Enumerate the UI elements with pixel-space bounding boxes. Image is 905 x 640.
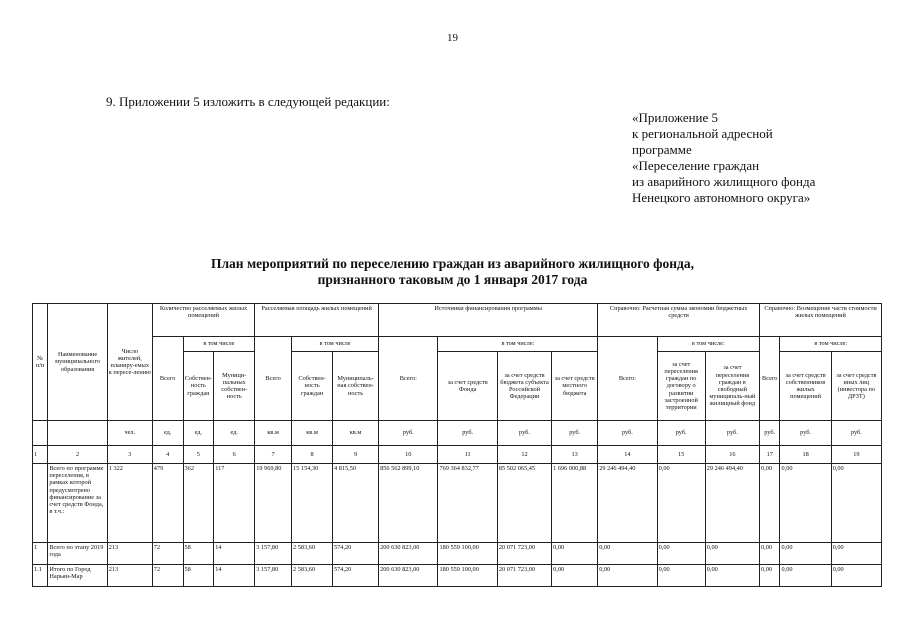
row-number: 1.1 — [33, 565, 48, 587]
column-number-row — [33, 446, 882, 464]
row-value: 0,00 — [552, 565, 598, 587]
header-rooms-total: Всего — [152, 337, 183, 421]
table-row — [33, 464, 882, 543]
row-value: 0,00 — [760, 565, 780, 587]
header-group-savings: Справочно: Расчетная сумма экономии бюджетных средств — [598, 304, 760, 337]
header-savings-free: за счет переселения граждан в свободный муниципаль-ный жилищный фонд — [705, 352, 759, 421]
table-row — [33, 543, 882, 565]
column-number: 3 — [107, 446, 152, 464]
header-rooms-citizens: Собствен-ность граждан — [183, 352, 214, 421]
header-sources-total: Всего: — [379, 337, 438, 421]
row-value: 0,00 — [780, 464, 831, 543]
page-number: 19 — [447, 32, 458, 44]
row-value: 58 — [183, 543, 214, 565]
row-value: 2 583,60 — [292, 543, 333, 565]
header-sources-including: в том числе: — [438, 337, 598, 352]
row-value: 29 246 494,40 — [705, 464, 759, 543]
row-value: 72 — [152, 543, 183, 565]
column-number: 11 — [438, 446, 497, 464]
column-number: 15 — [657, 446, 705, 464]
row-name: Всего по программе переселения, в рамках которой предусмотрено финансирование за счет средств Фонда, в т.ч.: — [48, 464, 107, 543]
table-row — [33, 565, 882, 587]
row-value: 0,00 — [831, 464, 881, 543]
column-number: 4 — [152, 446, 183, 464]
row-name: Итого по Город Нарьян-Мар — [48, 565, 107, 587]
row-value: 58 — [183, 565, 214, 587]
plan-title — [0, 256, 905, 288]
row-value: 574,20 — [333, 565, 379, 587]
header-area-citizens: Собствен-ность граждан — [292, 352, 333, 421]
header-area-total: Всего — [255, 337, 292, 421]
row-value: 856 562 899,10 — [379, 464, 438, 543]
unit-cell: руб. — [497, 421, 551, 446]
row-value: 29 246 494,40 — [598, 464, 657, 543]
column-number: 19 — [831, 446, 881, 464]
unit-cell: руб. — [552, 421, 598, 446]
plan-title-line: признанного таковым до 1 января 2017 года — [317, 272, 588, 287]
row-value: 1 322 — [107, 464, 152, 543]
column-number: 12 — [497, 446, 551, 464]
column-number: 2 — [48, 446, 107, 464]
header-source-region: за счет средств бюджета субъекта Российской Федерации — [497, 352, 551, 421]
unit-cell: ед. — [214, 421, 255, 446]
unit-cell: руб. — [831, 421, 881, 446]
header-rooms-including: в том числе — [183, 337, 255, 352]
row-value: 479 — [152, 464, 183, 543]
row-value: 4 815,50 — [333, 464, 379, 543]
row-value: 0,00 — [780, 565, 831, 587]
unit-cell: руб. — [379, 421, 438, 446]
unit-cell: кв.м — [333, 421, 379, 446]
column-number: 18 — [780, 446, 831, 464]
row-value: 200 630 823,00 — [379, 565, 438, 587]
column-number: 5 — [183, 446, 214, 464]
header-group-compensation: Справочно: Возмещение части стоимости жилых помещений — [760, 304, 882, 337]
row-value: 0,00 — [760, 543, 780, 565]
row-value: 0,00 — [831, 543, 881, 565]
header-residents: Число жителей, планиру-емых к пересе-лению — [107, 304, 152, 421]
column-number: 7 — [255, 446, 292, 464]
row-value: 0,00 — [657, 565, 705, 587]
row-number: 1 — [33, 543, 48, 565]
row-value: 0,00 — [598, 543, 657, 565]
row-value: 20 071 723,00 — [497, 543, 551, 565]
column-number: 17 — [760, 446, 780, 464]
row-value: 14 — [214, 565, 255, 587]
row-value: 0,00 — [760, 464, 780, 543]
header-comp-other: за счет средств иных лиц (инвестора по ДРЗТ) — [831, 352, 881, 421]
column-number: 10 — [379, 446, 438, 464]
unit-cell: руб. — [598, 421, 657, 446]
unit-cell: руб. — [760, 421, 780, 446]
unit-cell: руб. — [780, 421, 831, 446]
row-value: 0,00 — [705, 543, 759, 565]
unit-cell: руб. — [705, 421, 759, 446]
row-value: 0,00 — [657, 464, 705, 543]
row-value: 0,00 — [780, 543, 831, 565]
header-group-area: Расселяемая площадь жилых помещений — [255, 304, 379, 337]
header-savings-including: в том числе: — [657, 337, 759, 352]
row-value: 3 157,80 — [255, 565, 292, 587]
appendix-line: «Приложение 5 — [632, 110, 719, 125]
header-group-rooms: Количество расселяемых жилых помещений — [152, 304, 254, 337]
unit-cell: кв.м — [255, 421, 292, 446]
row-value: 20 071 723,00 — [497, 565, 551, 587]
header-area-including: в том числе — [292, 337, 379, 352]
row-value: 2 583,60 — [292, 565, 333, 587]
row-value: 72 — [152, 565, 183, 587]
plan-title-line: План мероприятий по переселению граждан из аварийного жилищного фонда, — [210, 256, 695, 271]
header-rooms-municipal: Муници-пальных собствен-ность — [214, 352, 255, 421]
appendix-line: из аварийного жилищного фонда — [632, 174, 816, 189]
row-number — [33, 464, 48, 543]
column-number: 16 — [705, 446, 759, 464]
row-value: 0,00 — [831, 565, 881, 587]
row-name: Всего по этапу 2019 года — [48, 543, 107, 565]
row-value: 180 559 100,00 — [438, 565, 497, 587]
header-comp-owners: за счет средств собственников жилых помещений — [780, 352, 831, 421]
unit-cell: ед. — [183, 421, 214, 446]
row-value: 117 — [214, 464, 255, 543]
row-value: 14 — [214, 543, 255, 565]
row-value: 180 559 100,00 — [438, 543, 497, 565]
header-savings-total: Всего: — [598, 337, 657, 421]
row-value: 1 696 000,88 — [552, 464, 598, 543]
appendix-line: к региональной адресной — [632, 126, 773, 141]
header-savings-contract: за счет переселения граждан по договору о развитии застроенной территории — [657, 352, 705, 421]
column-number: 8 — [292, 446, 333, 464]
plan-table — [32, 303, 882, 587]
unit-cell: кв.м — [292, 421, 333, 446]
unit-cell: ед. — [152, 421, 183, 446]
header-source-local: за счет средств местного бюджета — [552, 352, 598, 421]
column-number: 14 — [598, 446, 657, 464]
unit-cell — [48, 421, 107, 446]
header-area-municipal: Муниципаль-ная собствен-ность — [333, 352, 379, 421]
row-value: 19 969,80 — [255, 464, 292, 543]
header-comp-total: Всего — [760, 337, 780, 421]
instruction-text: 9. Приложении 5 изложить в следующей редакции: — [106, 94, 390, 109]
row-value: 85 502 065,45 — [497, 464, 551, 543]
unit-cell: руб. — [438, 421, 497, 446]
row-value: 3 157,80 — [255, 543, 292, 565]
row-value: 362 — [183, 464, 214, 543]
row-value: 0,00 — [598, 565, 657, 587]
header-source-fund: за счет средств Фонда — [438, 352, 497, 421]
unit-cell: чел. — [107, 421, 152, 446]
row-value: 0,00 — [552, 543, 598, 565]
column-number: 1 — [33, 446, 48, 464]
row-value: 0,00 — [705, 565, 759, 587]
appendix-line: «Переселение граждан — [632, 158, 760, 173]
row-value: 769 364 832,77 — [438, 464, 497, 543]
row-value: 15 154,30 — [292, 464, 333, 543]
row-value: 213 — [107, 565, 152, 587]
header-name: Наименование муниципального образования — [48, 304, 107, 421]
unit-cell — [33, 421, 48, 446]
row-value: 213 — [107, 543, 152, 565]
header-comp-including: в том числе: — [780, 337, 882, 352]
row-value: 0,00 — [657, 543, 705, 565]
column-number: 13 — [552, 446, 598, 464]
column-number: 6 — [214, 446, 255, 464]
header-num: № п/п — [33, 304, 48, 421]
header-group-sources: Источники финансирования программы — [379, 304, 598, 337]
appendix-line: Ненецкого автономного округа» — [632, 190, 811, 205]
row-value: 574,20 — [333, 543, 379, 565]
column-number: 9 — [333, 446, 379, 464]
appendix-line: программе — [632, 142, 692, 157]
unit-cell: руб. — [657, 421, 705, 446]
appendix-block — [632, 110, 815, 206]
row-value: 200 630 823,00 — [379, 543, 438, 565]
